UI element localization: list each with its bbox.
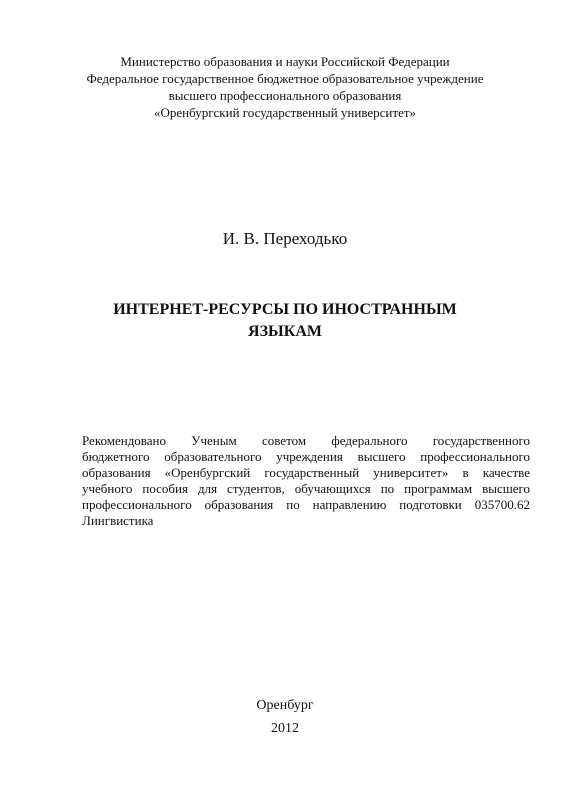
- header-line-university: «Оренбургский государственный университет»: [153, 105, 417, 120]
- recommendation-line-5: профессионального образования по направлению подготовки 035700.62: [82, 497, 530, 512]
- recommendation-text: [82, 433, 530, 529]
- recommendation-line-3: образования «Оренбургский государственный университет» в качестве: [82, 465, 530, 480]
- publication-year: 2012: [271, 721, 299, 736]
- recommendation-line-2: бюджетного образовательного учреждения высшего профессионального: [82, 449, 530, 464]
- book-title: [60, 299, 510, 343]
- recommendation-line-6: Лингвистика: [82, 513, 154, 528]
- publication-city: Оренбург: [256, 698, 314, 713]
- title-line-1: ИНТЕРНЕТ-РЕСУРСЫ ПО ИНОСТРАННЫМ: [113, 301, 457, 318]
- title-line-2: ЯЗЫКАМ: [248, 323, 322, 340]
- recommendation-line-1: Рекомендовано Ученым советом федерального государственного: [82, 433, 530, 448]
- author-name: И. В. Переходько: [222, 229, 348, 248]
- header-line-institution-type: Федеральное государственное бюджетное образовательное учреждение: [86, 71, 484, 86]
- header-line-ministry: Министерство образования и науки Российской Федерации: [120, 54, 450, 69]
- recommendation-line-4: учебного пособия для студентов, обучающихся по программам высшего: [82, 481, 530, 496]
- ministry-header: [40, 53, 530, 121]
- header-line-education-level: высшего профессионального образования: [168, 88, 402, 103]
